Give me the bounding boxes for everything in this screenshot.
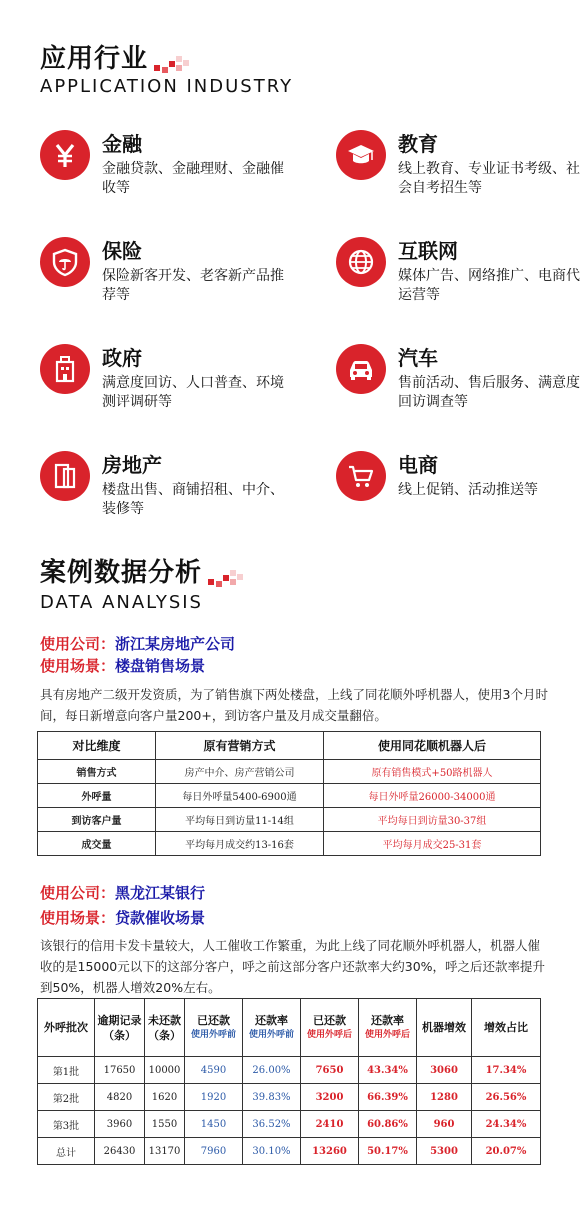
table-cell: 第3批 [38,1111,95,1138]
table-header: 已还款 使用外呼后 [301,999,359,1057]
case2-table [37,998,541,1165]
table-cell: 第1批 [38,1057,95,1084]
table-row [38,1057,541,1084]
building-icon [40,344,90,394]
case1-table [37,731,541,856]
company-label: 使用公司： [40,884,116,902]
table-cell: 每日外呼量26000-34000通 [324,784,541,808]
scene-name: 贷款催收场景 [115,909,206,927]
industry-name: 政府 [102,346,142,370]
yen-icon [40,130,90,180]
table-cell: 10000 [145,1057,185,1084]
table-cell: 24.34% [472,1111,541,1138]
industry-name: 教育 [398,132,438,156]
table-cell: 1620 [145,1084,185,1111]
table-cell: 4820 [95,1084,145,1111]
table-cell: 每日外呼量5400-6900通 [156,784,324,808]
table-header: 还款率 使用外呼后 [359,999,417,1057]
table-cell: 平均每日到访量11-14组 [156,808,324,832]
table-header: 未还款（条） [145,999,185,1057]
table-cell: 13170 [145,1138,185,1165]
table-cell: 5300 [417,1138,472,1165]
table-cell: 17.34% [472,1057,541,1084]
company-name: 黑龙江某银行 [115,884,206,902]
table-row [38,760,541,784]
case2-company [40,882,205,903]
table-header: 还款率 使用外呼前 [243,999,301,1057]
case1-description: 具有房地产二级开发资质，为了销售旗下两处楼盘，上线了同花顺外呼机器人，使用3个月时间，每日新增意向客户量200+，到访客户量及月成交量翻倍。 [40,687,548,723]
industry-item-auto [336,344,580,434]
table-cell: 3060 [417,1057,472,1084]
table-cell: 平均每月成交约13-16套 [156,832,324,856]
table-header: 增效占比 [472,999,541,1057]
industry-item-ecommerce [336,451,580,541]
table-cell: 7650 [301,1057,359,1084]
industry-desc: 金融贷款、金融理财、金融催收等 [102,161,284,196]
industry-item-real-estate [40,451,290,541]
industry-item-finance [40,130,290,220]
industry-desc: 满意度回访、人口普查、环境测评调研等 [102,375,284,410]
analysis-section-title [40,552,242,589]
case2-scene [40,907,205,928]
table-cell: 66.39% [359,1084,417,1111]
table-row [38,1111,541,1138]
table-row [38,808,541,832]
table-cell: 总计 [38,1138,95,1165]
industry-item-government [40,344,290,434]
table-cell: 20.07% [472,1138,541,1165]
industry-desc: 保险新客开发、老客新产品推荐等 [102,268,284,303]
table-cell: 36.52% [243,1111,301,1138]
table-cell: 1550 [145,1111,185,1138]
industry-subtitle: APPLICATION INDUSTRY [40,76,294,97]
table-cell: 4590 [185,1057,243,1084]
case1-scene [40,655,205,676]
industry-desc: 媒体广告、网络推广、电商代运营等 [398,268,580,303]
case1-company [40,633,235,654]
graduation-cap-icon [336,130,386,180]
industry-name: 金融 [102,132,142,156]
analysis-title: 案例数据分析 [40,558,203,588]
industry-desc: 线上教育、专业证书考级、社会自考招生等 [398,161,580,196]
table-row [38,1138,541,1165]
table-cell: 50.17% [359,1138,417,1165]
industry-item-insurance [40,237,290,327]
industry-section-title [40,38,188,75]
shield-umbrella-icon [40,237,90,287]
title-decoration-icon [208,567,242,589]
table-cell: 960 [417,1111,472,1138]
table-cell: 43.34% [359,1057,417,1084]
table-cell: 原有销售模式+50路机器人 [324,760,541,784]
document-icon [40,451,90,501]
table-cell: 平均每月成交25-31套 [324,832,541,856]
car-icon [336,344,386,394]
table-cell: 3200 [301,1084,359,1111]
title-decoration-icon [154,53,188,75]
globe-icon [336,237,386,287]
industry-desc: 楼盘出售、商铺招租、中介、装修等 [102,482,284,517]
table-header: 机器增效 [417,999,472,1057]
industry-item-internet [336,237,580,327]
table-cell: 26430 [95,1138,145,1165]
table-header: 使用同花顺机器人后 [324,732,541,760]
table-cell: 外呼量 [38,784,156,808]
table-row [38,784,541,808]
analysis-subtitle: DATA ANALYSIS [40,592,203,613]
industry-name: 互联网 [398,239,458,263]
industry-name: 房地产 [102,453,162,477]
company-name: 浙江某房地产公司 [115,635,236,653]
table-cell: 17650 [95,1057,145,1084]
table-header: 逾期记录（条） [95,999,145,1057]
table-cell: 30.10% [243,1138,301,1165]
table-cell: 26.56% [472,1084,541,1111]
table-cell: 房产中介、房产营销公司 [156,760,324,784]
case2-description: 该银行的信用卡发卡量较大，人工催收工作繁重，为此上线了同花顺外呼机器人，机器人催收的是15000元以下的这部分客户，呼之前这部分客户还款率大约30%，呼之后还款率提升到50%，机器人增效20%左右。 [40,938,546,995]
scene-name: 楼盘销售场景 [115,657,206,675]
industry-desc: 线上促销、活动推送等 [398,482,538,498]
table-header: 对比维度 [38,732,156,760]
table-cell: 平均每日到访量30-37组 [324,808,541,832]
table-cell: 到访客户量 [38,808,156,832]
table-header-row [38,999,541,1057]
table-header: 外呼批次 [38,999,95,1057]
industry-title: 应用行业 [40,44,149,74]
scene-label: 使用场景： [40,657,116,675]
industry-name: 电商 [398,453,438,477]
table-cell: 1280 [417,1084,472,1111]
table-cell: 60.86% [359,1111,417,1138]
industry-name: 汽车 [398,346,438,370]
table-cell: 2410 [301,1111,359,1138]
shopping-cart-icon [336,451,386,501]
table-cell: 7960 [185,1138,243,1165]
table-cell: 39.83% [243,1084,301,1111]
industry-desc: 售前活动、售后服务、满意度回访调查等 [398,375,580,410]
table-cell: 1920 [185,1084,243,1111]
table-cell: 1450 [185,1111,243,1138]
table-row [38,832,541,856]
table-header-row [38,732,541,760]
table-cell: 13260 [301,1138,359,1165]
table-cell: 3960 [95,1111,145,1138]
table-header: 原有营销方式 [156,732,324,760]
table-cell: 第2批 [38,1084,95,1111]
table-cell: 26.00% [243,1057,301,1084]
company-label: 使用公司： [40,635,116,653]
table-cell: 成交量 [38,832,156,856]
scene-label: 使用场景： [40,909,116,927]
table-cell: 销售方式 [38,760,156,784]
industry-name: 保险 [102,239,142,263]
table-header: 已还款 使用外呼前 [185,999,243,1057]
table-row [38,1084,541,1111]
industry-item-education [336,130,580,220]
